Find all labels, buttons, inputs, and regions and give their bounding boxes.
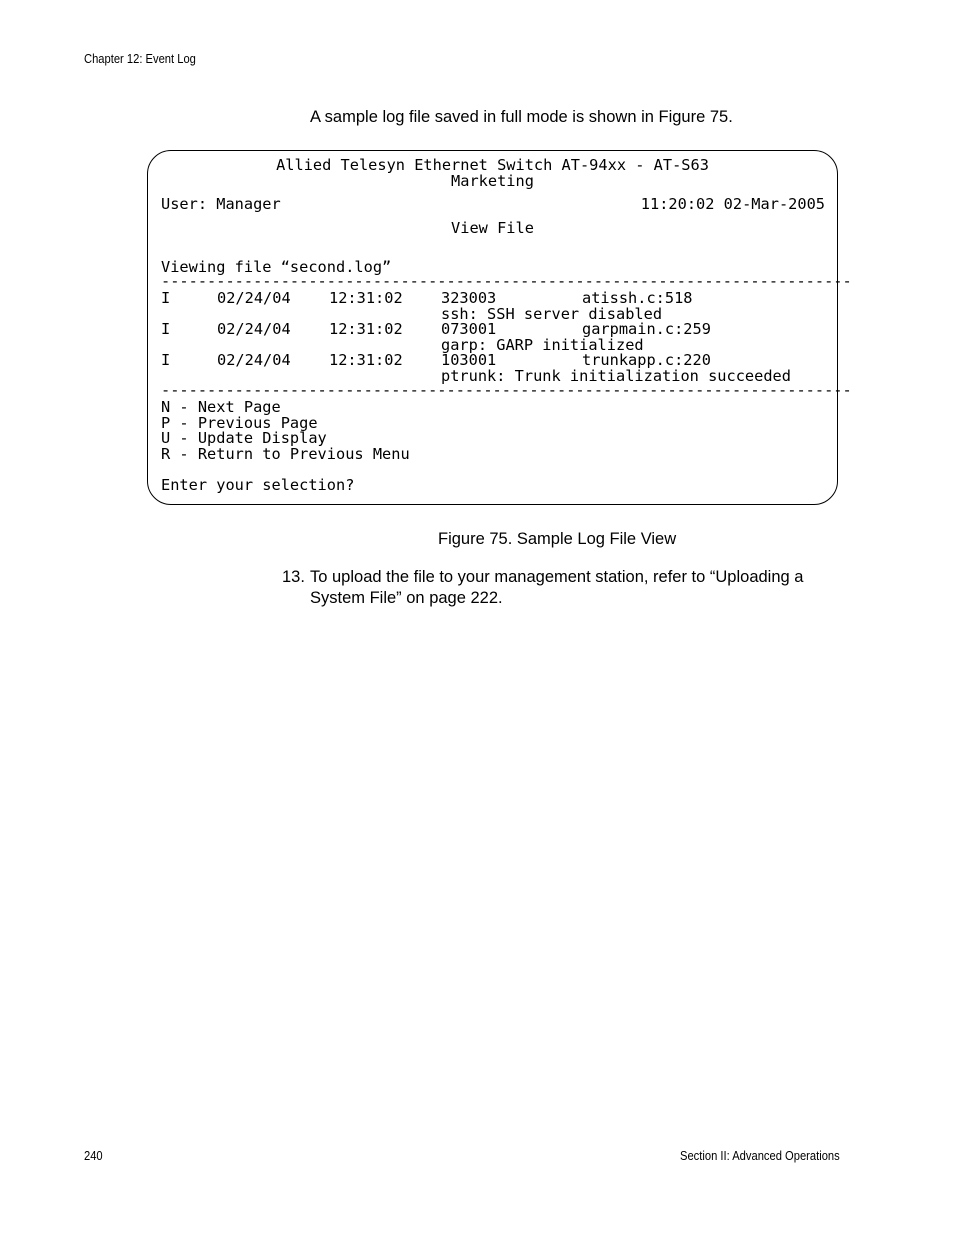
log-entry-source: atissh.c:518	[582, 289, 693, 307]
running-footer-section: Section II: Advanced Operations	[680, 1148, 840, 1163]
step-number: 13.	[282, 568, 305, 586]
log-entry-code: 073001	[441, 320, 497, 338]
log-entry-source: trunkapp.c:220	[582, 351, 711, 369]
terminal-user: User: Manager	[161, 195, 281, 213]
log-entry-code: 323003	[441, 289, 497, 307]
log-entry-message: ssh: SSH server disabled	[441, 305, 663, 323]
log-entry-time: 12:31:02	[329, 351, 403, 369]
log-entry-type: I	[161, 289, 171, 307]
menu-option-return: R - Return to Previous Menu	[161, 445, 410, 463]
log-entry-time: 12:31:02	[329, 289, 403, 307]
terminal-datetime: 11:20:02 02-Mar-2005	[640, 195, 825, 213]
procedure-step	[282, 567, 842, 609]
log-entry-message: ptrunk: Trunk initialization succeeded	[441, 367, 791, 385]
terminal-rule-bottom: ---------------------------------------------------------------------------	[161, 381, 852, 399]
log-entry-date: 02/24/04	[217, 351, 291, 369]
menu-option-next-page: N - Next Page	[161, 398, 281, 416]
terminal-viewing-file: Viewing file “second.log”	[161, 258, 392, 276]
step-text: To upload the file to your management station, refer to “Uploading a System File” on page 222.	[310, 568, 804, 607]
menu-option-previous-page: P - Previous Page	[161, 414, 318, 432]
log-entry-type: I	[161, 351, 171, 369]
running-header-chapter: Chapter 12: Event Log	[84, 51, 196, 66]
log-entry-code: 103001	[441, 351, 497, 369]
terminal-title: Allied Telesyn Ethernet Switch AT-94xx - AT-S63	[276, 156, 709, 174]
log-entry-date: 02/24/04	[217, 289, 291, 307]
intro-paragraph: A sample log file saved in full mode is shown in Figure 75.	[310, 108, 733, 126]
menu-option-update-display: U - Update Display	[161, 429, 327, 447]
terminal-rule-top: ---------------------------------------------------------------------------	[161, 272, 852, 290]
log-entry-time: 12:31:02	[329, 320, 403, 338]
terminal-location: Marketing	[451, 172, 534, 190]
figure-caption: Figure 75. Sample Log File View	[438, 530, 677, 548]
terminal-prompt: Enter your selection?	[161, 476, 355, 494]
log-entry-type: I	[161, 320, 171, 338]
terminal-screen-title: View File	[451, 219, 534, 237]
page-number: 240	[84, 1148, 103, 1163]
log-entry-date: 02/24/04	[217, 320, 291, 338]
log-entry-message: garp: GARP initialized	[441, 336, 644, 354]
log-entry-source: garpmain.c:259	[582, 320, 711, 338]
